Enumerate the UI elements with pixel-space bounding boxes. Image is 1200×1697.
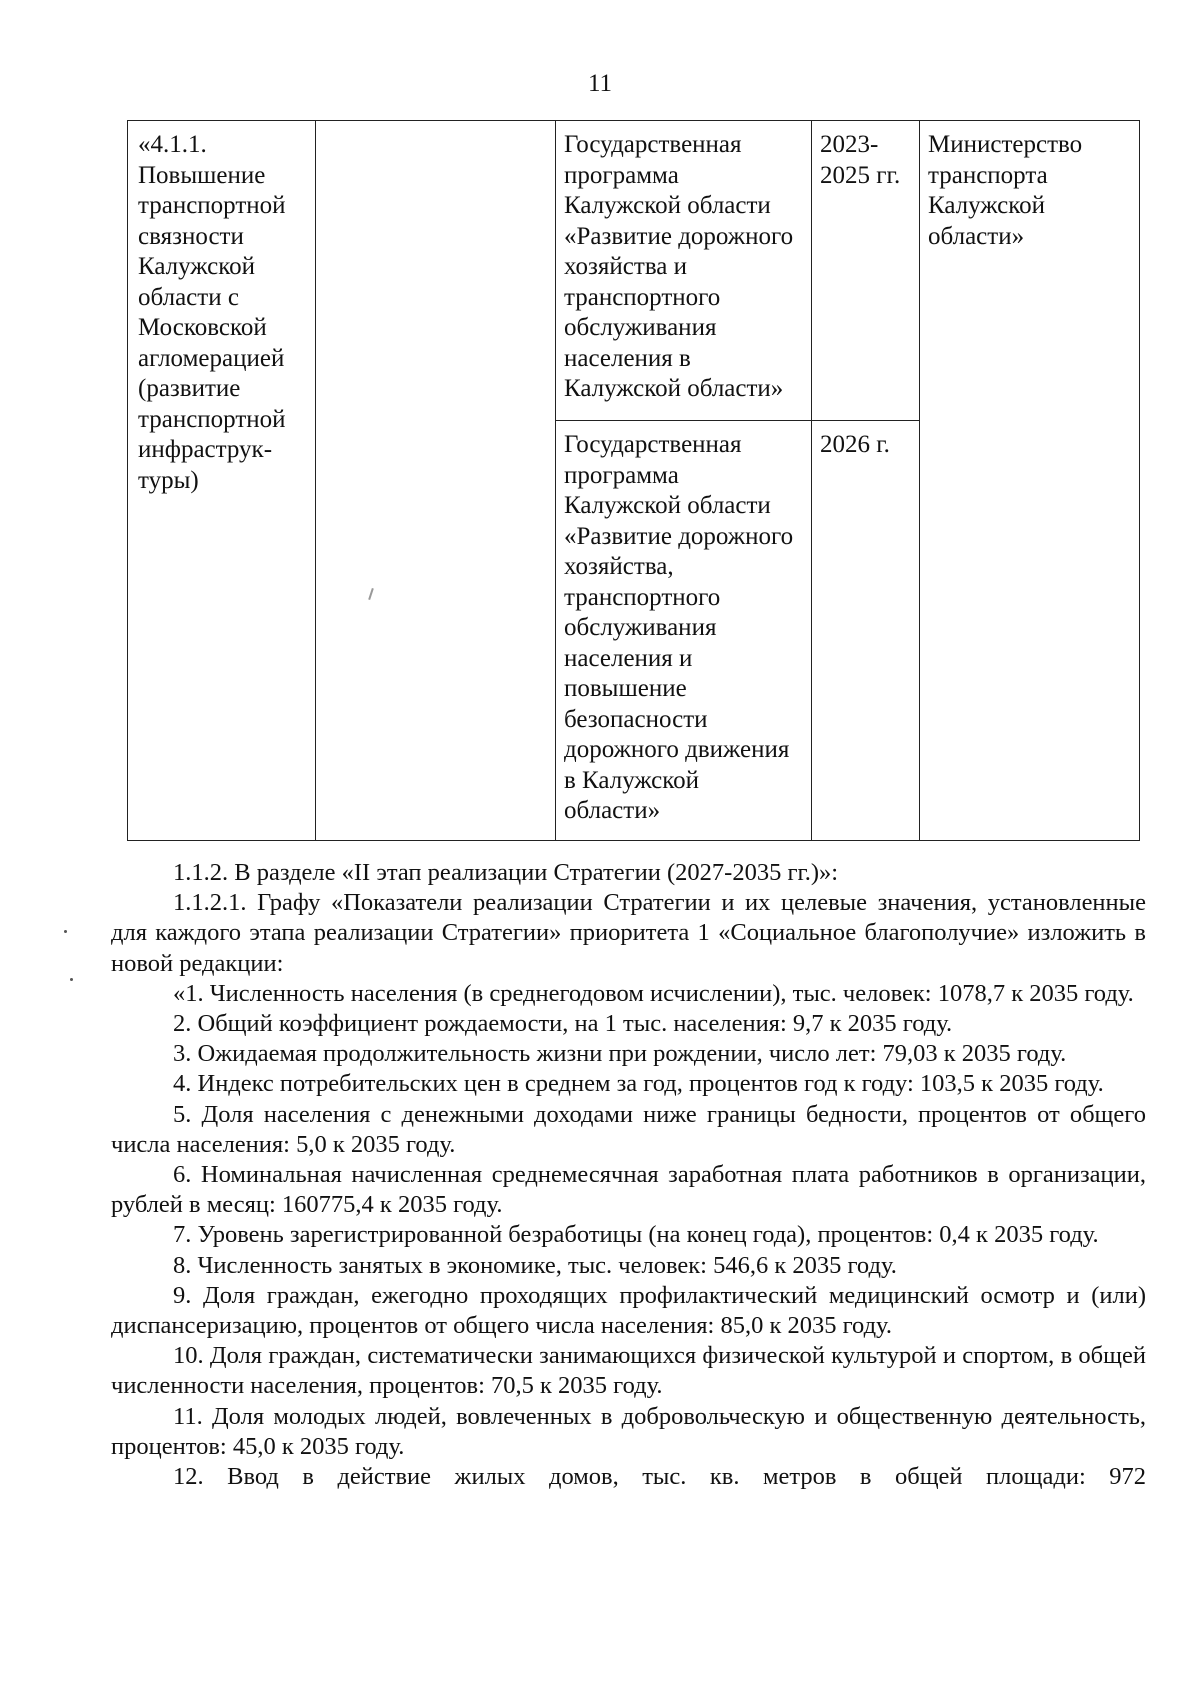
list-item: 12. Ввод в действие жилых домов, тыс. кв. метров в общей площади: 972 xyxy=(173,1463,1146,1491)
list-item: 11. Доля молодых людей, вовлеченных в добровольческую и общественную деятельность, процентов: 45,0 к 2035 году. xyxy=(111,1402,1146,1460)
measures-table xyxy=(127,120,1140,841)
period-cell xyxy=(812,121,920,421)
period-cell xyxy=(812,421,920,841)
list-item: 5. Доля населения с денежными доходами ниже границы бедности, процентов от общего числа населения: 5,0 к 2035 году. xyxy=(111,1100,1146,1158)
list-item: 6. Номинальная начисленная среднемесячная заработная плата работников в организации, рублей в месяц: 160775,4 к 2035 году. xyxy=(111,1161,1146,1219)
list-item: 3. Ожидаемая продолжительность жизни при рождении, число лет: 79,03 к 2035 году. xyxy=(173,1040,1067,1068)
list-item: 7. Уровень зарегистрированной безработицы (на конец года), процентов: 0,4 к 2035 году. xyxy=(173,1221,1099,1249)
program-period: 2023- 2025 гг. xyxy=(820,131,901,189)
program-cell xyxy=(556,421,812,841)
paragraph: 1.1.2.1. Графу «Показатели реализации Стратегии и их целевые значения, установленные для каждого этапа реализации Стратегии» приоритета 1 «Социальное благополучие» изложить в новой редакции: xyxy=(111,889,1146,977)
paragraph: 1.1.2. В разделе «II этап реализации Стратегии (2027-2035 гг.)»: xyxy=(173,859,839,886)
empty-cell xyxy=(316,121,556,841)
scan-speck xyxy=(70,978,73,981)
measure-name-cell xyxy=(128,121,316,841)
program-name: Государственная программа Калужской области «Развитие дорожного хозяйства, транспортного обслуживания населения и повышение безопасности дорожного движения в Калужской области» xyxy=(564,431,794,824)
list-item: «1. Численность населения (в среднегодовом исчислении), тыс. человек: 1078,7 к 2035 году. xyxy=(173,979,1134,1007)
scan-speck xyxy=(64,930,67,933)
program-period: 2026 г. xyxy=(820,431,890,458)
table-row xyxy=(128,121,1140,421)
list-item: 9. Доля граждан, ежегодно проходящих профилактический медицинский осмотр и (или) диспансеризацию, процентов от общего числа населения: 85,0 к 2035 году. xyxy=(111,1281,1146,1340)
page-number: 11 xyxy=(587,70,613,97)
program-name: Государственная программа Калужской области «Развитие дорожного хозяйства и транспортного обслуживания населения в Калужской области» xyxy=(564,131,794,402)
responsible-cell xyxy=(920,121,1140,841)
list-item: 4. Индекс потребительских цен в среднем за год, процентов год к году: 103,5 к 2035 году. xyxy=(173,1070,1104,1098)
program-cell xyxy=(556,121,812,421)
responsible-body: Министерство транспорта Калужской области» xyxy=(928,131,1083,250)
list-item: 2. Общий коэффициент рождаемости, на 1 тыс. населения: 9,7 к 2035 году. xyxy=(173,1010,953,1038)
measure-name: «4.1.1. Повышение транспортной связности Калужской области с Московской агломерацией (развитие транспортной инфраструк- туры) xyxy=(138,131,286,494)
document-body xyxy=(111,858,1146,1492)
list-item: 10. Доля граждан, систематически занимающихся физической культурой и спортом, в общей численности населения, процентов: 70,5 к 2035 году. xyxy=(111,1342,1146,1400)
list-item: 8. Численность занятых в экономике, тыс. человек: 546,6 к 2035 году. xyxy=(173,1251,897,1279)
